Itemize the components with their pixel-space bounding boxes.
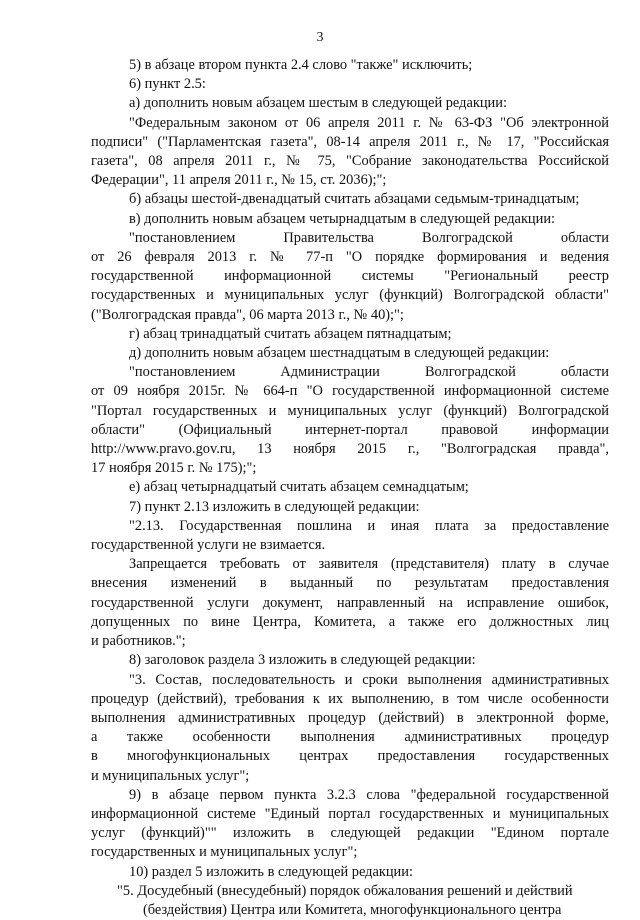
text-line: "постановлением Администрации Волгоградской области <box>129 364 609 381</box>
text-line: подписи" ("Парламентская газета", 08-14 апреля 2011 г., № 17, "Российская <box>91 133 609 150</box>
text-line: "Федеральным законом от 06 апреля 2011 г. № 63-ФЗ "Об электронной <box>129 114 609 131</box>
text-line: http://www.pravo.gov.ru, 13 ноября 2015 г., "Волгоградская правда", <box>91 441 609 458</box>
text-line: 17 ноября 2015 г. № 175);"; <box>91 460 257 477</box>
text-line: "постановлением Правительства Волгоградской области <box>129 229 609 246</box>
text-line: д) дополнить новым абзацем шестнадцатым в следующей редакции: <box>129 345 550 362</box>
text-line: в) дополнить новым абзацем четырнадцатым в следующей редакции: <box>129 210 556 227</box>
text-line: Федерации", 11 апреля 2011 г., № 15, ст. 2036);"; <box>91 172 387 189</box>
text-line: 6) пункт 2.5: <box>129 76 206 93</box>
text-line: "2.13. Государственная пошлина и иная плата за предоставление <box>129 517 609 534</box>
text-line: Запрещается требовать от заявителя (представителя) плату в случае <box>129 556 609 573</box>
text-line: государственной информационной системы "Региональный реестр <box>91 268 609 285</box>
text-line: 5) в абзаце втором пункта 2.4 слово "также" исключить; <box>129 57 473 73</box>
text-line: 9) в абзаце первом пункта 3.2.3 слова "федеральной государственной <box>129 786 609 803</box>
text-line: "5. Досудебный (внесудебный) порядок обжалования решений и действий <box>117 882 573 899</box>
page-number: 3 <box>316 30 324 45</box>
text-line: 8) заголовок раздела 3 изложить в следующей редакции: <box>129 652 476 669</box>
document-body <box>91 56 609 920</box>
text-line: государственной услуги документ, направленный на исправление ошибок, <box>91 594 609 611</box>
text-line: 10) раздел 5 изложить в следующей редакции: <box>129 863 413 880</box>
text-line: г) абзац тринадцатый считать абзацем пятнадцатым; <box>129 325 452 342</box>
text-line: государственных и муниципальных услуг"; <box>91 844 358 861</box>
text-line: процедур (действий), требования к их выполнению, в том числе особенности <box>91 690 609 707</box>
text-line: а) дополнить новым абзацем шестым в следующей редакции: <box>129 95 507 112</box>
text-line: е) абзац четырнадцатый считать абзацем семнадцатым; <box>129 479 469 496</box>
text-line: от 26 февраля 2013 г. № 77-п "О порядке формирования и ведения <box>91 249 609 266</box>
text-line: в многофункциональных центрах предоставления государственных <box>91 748 609 765</box>
text-line: а также особенности выполнения административных процедур <box>91 729 609 746</box>
text-line: б) абзацы шестой-двенадцатый считать абзацами седьмым-тринадцатым; <box>129 191 580 208</box>
text-line: газета", 08 апреля 2011 г., № 75, "Собрание законодательства Российской <box>91 153 609 170</box>
text-line: государственной услуги не взимается. <box>91 537 326 554</box>
text-line: и работников."; <box>91 633 186 650</box>
text-line: услуг (функций)"" изложить в следующей редакции "Едином портале <box>91 825 609 842</box>
text-line: 7) пункт 2.13 изложить в следующей редакции: <box>129 498 420 515</box>
text-line: "Портал государственных и муниципальных услуг (функций) Волгоградской <box>91 402 609 419</box>
text-line: допущенных по вине Центра, Комитета, а также его должностных лиц <box>91 613 609 630</box>
text-line: выполнения административных процедур (действий) в электронной форме, <box>91 709 609 726</box>
text-line: внесения изменений в выданный по результатам предоставления <box>91 575 609 592</box>
text-line: государственных и муниципальных услуг (функций) Волгоградской области" <box>91 287 609 304</box>
text-line: области" (Официальный интернет-портал правовой информации <box>91 421 609 438</box>
text-line: "3. Состав, последовательность и сроки выполнения административных <box>129 671 609 688</box>
text-line: и муниципальных услуг"; <box>91 767 250 784</box>
text-line: ("Волгоградская правда", 06 марта 2013 г., № 40);"; <box>91 306 404 323</box>
text-line: информационной системе "Единый портал государственных и муниципальных <box>91 805 609 822</box>
text-line: (бездействия) Центра или Комитета, многофункционального центра <box>143 901 562 918</box>
text-line: от 09 ноября 2015г. № 664-п "О государственной информационной системе <box>91 383 609 400</box>
